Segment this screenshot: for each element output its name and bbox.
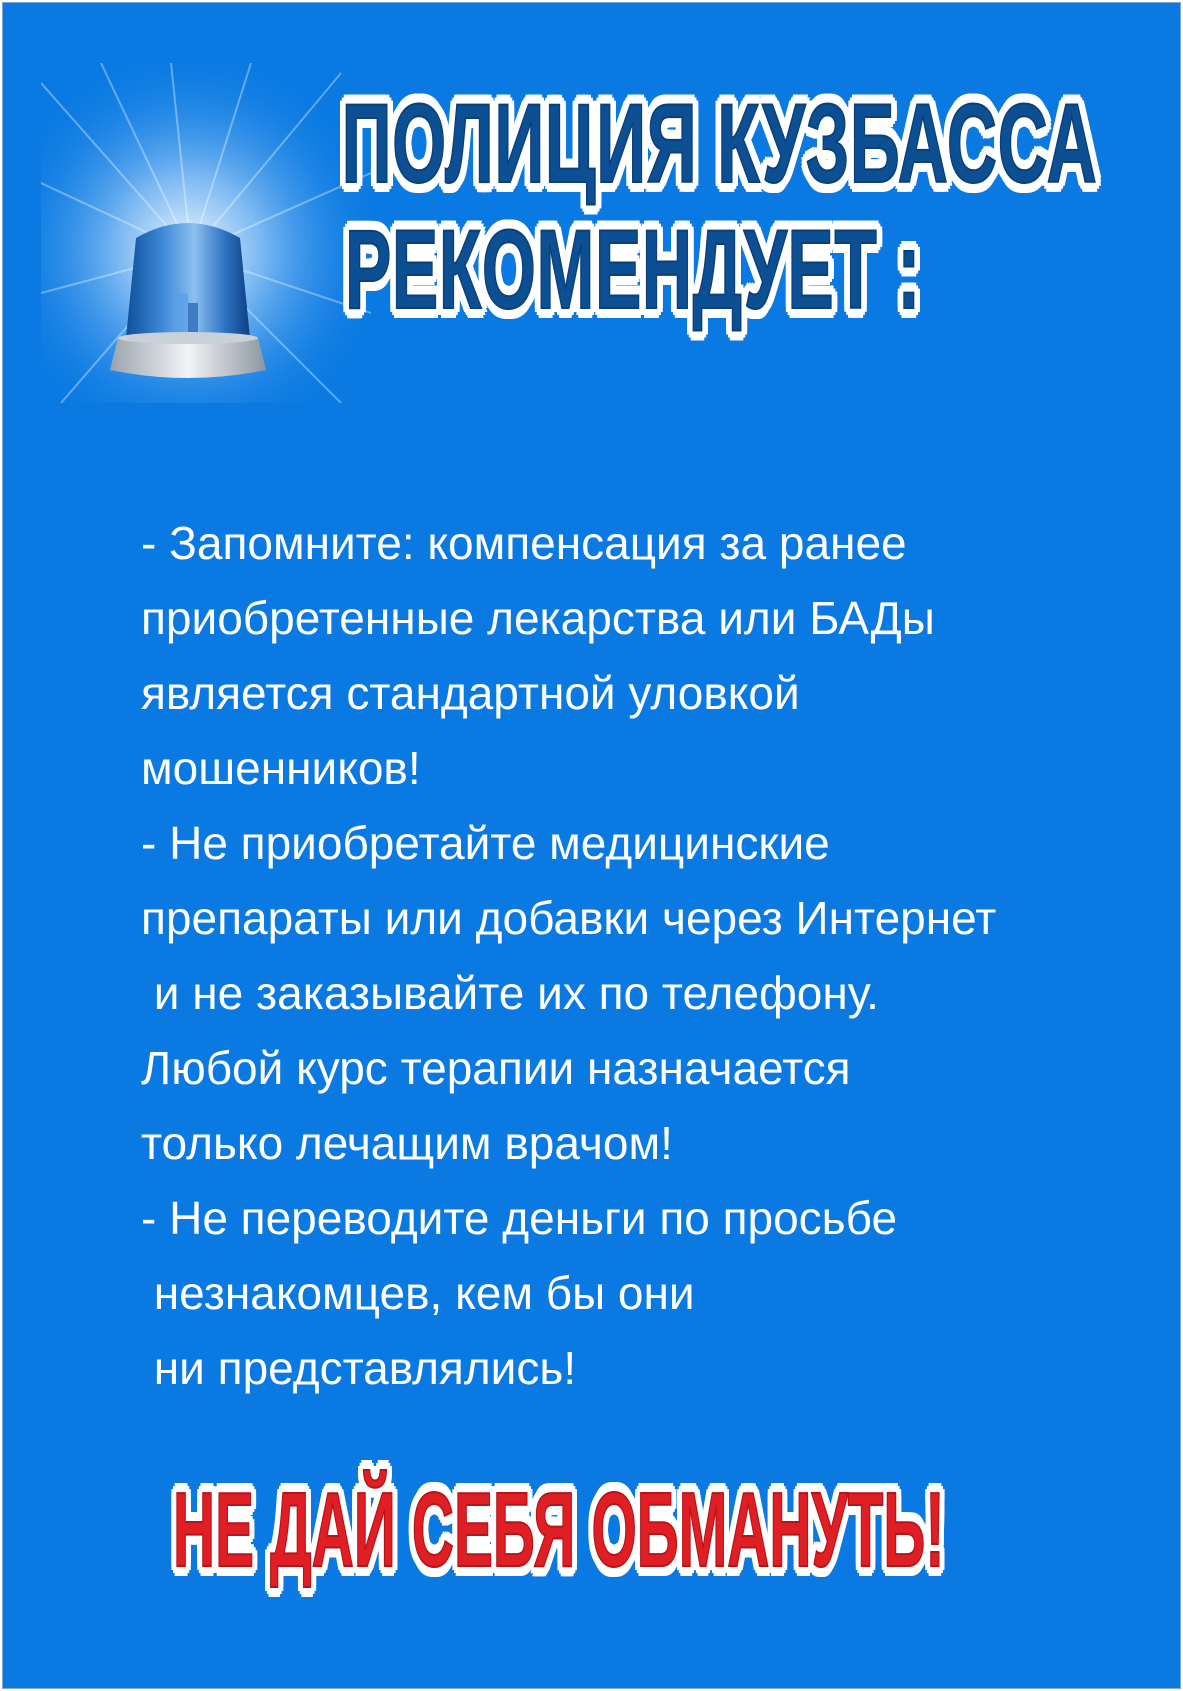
body-line: Любой курс терапии назначается: [141, 1042, 851, 1094]
body-line: - Запомните: компенсация за ранее: [141, 517, 907, 569]
poster: [2, 2, 1181, 1689]
body-line: - Не приобретайте медицинские: [141, 817, 830, 869]
body-line: - Не переводите деньги по просьбе: [141, 1192, 898, 1244]
headline-line-1: ПОЛИЦИЯ КУЗБАССА: [341, 81, 1098, 206]
body-line: является стандартной уловкой: [141, 667, 800, 719]
headline: [341, 81, 1098, 333]
body-line: препараты или добавки через Интернет: [141, 892, 997, 944]
slogan: НЕ ДАЙ СЕБЯ ОБМАНУТЬ!: [173, 1471, 945, 1589]
body-line: ни представлялись!: [141, 1342, 577, 1394]
body-line: приобретенные лекарства или БАДы: [141, 592, 935, 644]
body-line: только лечащим врачом!: [141, 1117, 673, 1169]
headline-line-2: РЕКОМЕНДУЕТ :: [344, 207, 922, 332]
body-line: незнакомцев, кем бы они: [141, 1267, 695, 1319]
body-line: мошенников!: [141, 742, 421, 794]
body-line: и не заказывайте их по телефону.: [141, 967, 879, 1019]
recommendations-text: [141, 506, 1141, 1406]
police-beacon-icon: [98, 208, 278, 408]
